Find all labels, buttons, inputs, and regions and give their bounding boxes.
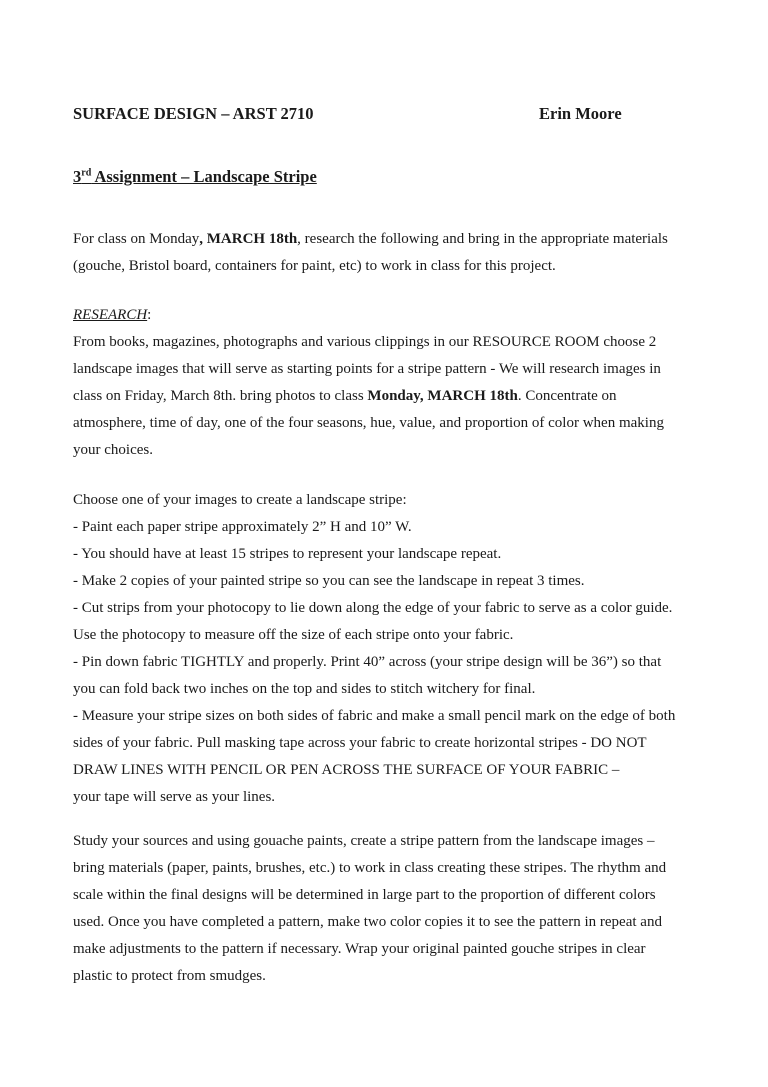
research-line: From books, magazines, photographs and various clippings in our RESOURCE ROOM choose 2 <box>73 334 657 350</box>
research-line: your choices. <box>73 442 153 458</box>
intro-date: , MARCH 18th <box>199 231 298 247</box>
research-heading-colon: : <box>147 307 152 323</box>
steps-line: - You should have at least 15 stripes to represent your landscape repeat. <box>73 546 502 562</box>
research-line <box>73 383 664 410</box>
steps-line: Choose one of your images to create a landscape stripe: <box>73 492 407 508</box>
steps-section <box>73 487 675 811</box>
intro-line <box>73 226 668 253</box>
assignment-title-text: Assignment – Landscape Stripe <box>91 167 317 186</box>
steps-line: - Make 2 copies of your painted stripe so you can see the landscape in repeat 3 times. <box>73 573 585 589</box>
study-line: scale within the final designs will be determined in large part to the proportion of different colors <box>73 887 656 903</box>
study-line: used. Once you have completed a pattern, make two color copies it to see the pattern in repeat and <box>73 914 662 930</box>
research-section <box>73 302 664 464</box>
assignment-ordinal: 3 <box>73 167 82 186</box>
instructor-name: Erin Moore <box>539 104 622 123</box>
intro-paragraph <box>73 226 668 280</box>
research-line: landscape images that will serve as starting points for a stripe pattern - We will research images in <box>73 361 661 377</box>
study-line: bring materials (paper, paints, brushes, etc.) to work in class creating these stripes. The rhythm and <box>73 860 667 876</box>
study-line: plastic to protect from smudges. <box>73 968 266 984</box>
research-heading: RESEARCH <box>73 307 148 323</box>
assignment-ordinal-suffix: rd <box>81 167 92 179</box>
course-title: SURFACE DESIGN – ARST 2710 <box>73 104 314 123</box>
study-line: make adjustments to the pattern if necessary. Wrap your original painted gouche stripes in clear <box>73 941 646 957</box>
steps-line: DRAW LINES WITH PENCIL OR PEN ACROSS THE SURFACE OF YOUR FABRIC – <box>73 762 620 778</box>
research-line: atmosphere, time of day, one of the four seasons, hue, value, and proportion of color when making <box>73 415 664 431</box>
research-text: . Concentrate on <box>517 388 617 404</box>
steps-line: - Pin down fabric TIGHTLY and properly. Print 40” across (your stripe design will be 36”) so that <box>73 654 662 670</box>
assignment-title <box>73 167 317 187</box>
intro-text: For class on Monday <box>73 231 200 247</box>
intro-line: (gouche, Bristol board, containers for paint, etc) to work in class for this project. <box>73 258 556 274</box>
steps-line: you can fold back two inches on the top and sides to stitch witchery for final. <box>73 681 536 697</box>
steps-line: sides of your fabric. Pull masking tape across your fabric to create horizontal stripes - DO NOT <box>73 735 647 751</box>
research-heading-line <box>73 302 664 329</box>
intro-text: , research the following and bring in the appropriate materials <box>297 231 668 247</box>
steps-line: your tape will serve as your lines. <box>73 789 276 805</box>
research-date: Monday, MARCH 18th <box>367 388 518 404</box>
study-line: Study your sources and using gouache paints, create a stripe pattern from the landscape images – <box>73 833 655 849</box>
steps-line: Use the photocopy to measure off the size of each stripe onto your fabric. <box>73 627 514 643</box>
steps-line: - Paint each paper stripe approximately 2” H and 10” W. <box>73 519 412 535</box>
steps-line: - Cut strips from your photocopy to lie down along the edge of your fabric to serve as a color guide. <box>73 600 673 616</box>
steps-line: - Measure your stripe sizes on both sides of fabric and make a small pencil mark on the edge of both <box>73 708 676 724</box>
study-section <box>73 828 666 990</box>
research-text: class on Friday, March 8th. bring photos to class <box>73 388 368 404</box>
